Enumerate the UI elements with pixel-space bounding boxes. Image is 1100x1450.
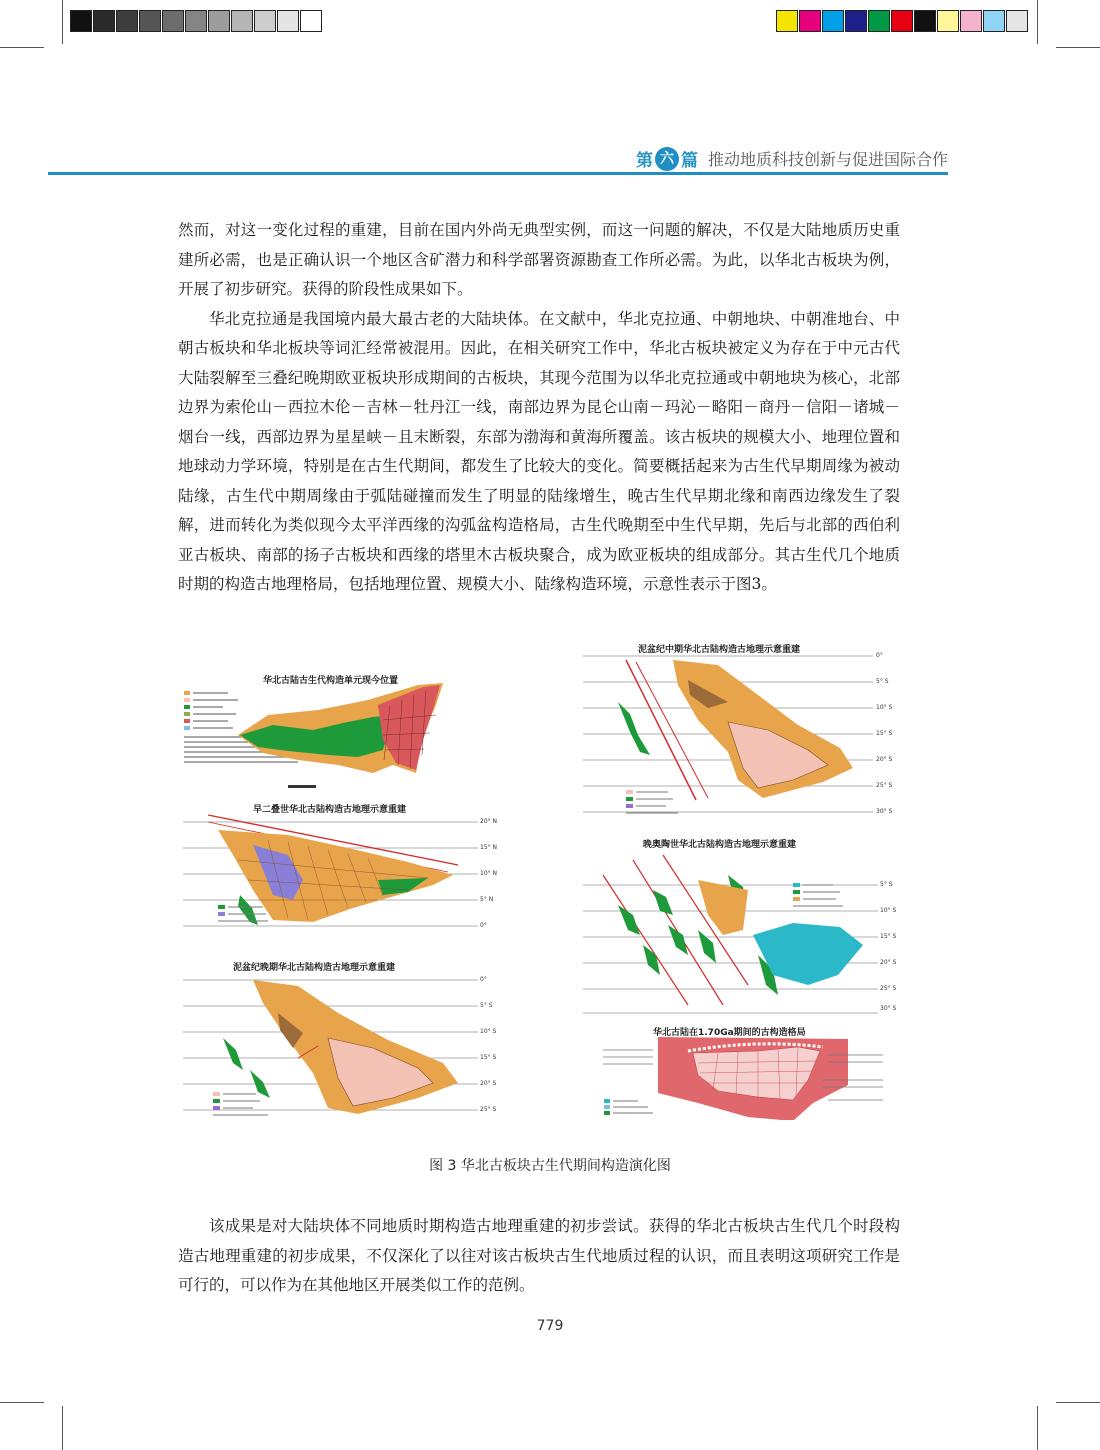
latitude-label: 20° N bbox=[480, 818, 498, 825]
latitude-label: 25° S bbox=[876, 782, 893, 789]
map-panel-mid-devonian bbox=[578, 640, 908, 825]
calibration-swatch bbox=[776, 10, 798, 32]
calibration-swatch bbox=[185, 10, 207, 32]
crop-mark bbox=[0, 1402, 44, 1403]
panel-title: 泥盆纪中期华北古陆构造古地理示意重建 bbox=[638, 645, 801, 655]
part-label bbox=[636, 146, 698, 171]
late-devonian-map bbox=[178, 958, 508, 1126]
latitude-label: 0° bbox=[480, 922, 487, 929]
latitude-label: 0° bbox=[480, 976, 487, 983]
paragraph: 华北克拉通是我国境内最大最古老的大陆块体。在文献中，华北克拉通、中朝地块、中朝准地台、中朝古板块和华北板块等词汇经常被混用。因此，在相关研究工作中，华北古板块被定义为存在于中元古代大陆裂解至三叠纪晚期欧亚板块形成期间的古板块，其现今范围为以华北克拉通或中朝地块为核心，北部边界为索伦山－西拉木伦－吉林－牡丹江一线，南部边界为昆仑山南－玛沁－略阳－商丹－信阳－诸城－烟台一线，西部边界为星星峡－且末断裂，东部为渤海和黄海所覆盖。该古板块的规模大小、地理位置和地球动力学环境，特别是在古生代期间，都发生了比较大的变化。简要概括起来为古生代早期周缘为被动陆缘，古生代中期周缘由于弧陆碰撞而发生了明显的陆缘增生，晚古生代早期北缘和南西边缘发生了裂解，进而转化为类似现今太平洋西缘的沟弧盆构造格局，古生代晚期至中生代早期，先后与北部的西伯利亚古板块、南部的扬子古板块和西缘的塔里木古板块聚合，成为欧亚板块的组成部分。其古生代几个地质时期的构造古地理格局，包括地理位置、规模大小、陆缘构造环境，示意性表示于图3。 bbox=[178, 309, 900, 593]
panel-title: 华北古陆在1.70Ga期间的古构造格局 bbox=[653, 1028, 806, 1038]
latitude-label: 30° S bbox=[876, 808, 893, 815]
panel-title: 泥盆纪晚期华北古陆构造古地理示意重建 bbox=[233, 963, 396, 973]
calibration-swatch bbox=[208, 10, 230, 32]
latitude-label: 15° S bbox=[880, 933, 897, 940]
calibration-swatch bbox=[300, 10, 322, 32]
present-position-map bbox=[178, 665, 448, 795]
running-header bbox=[48, 140, 948, 175]
map-panel-late-ordovician bbox=[578, 835, 908, 1015]
figure-3 bbox=[178, 640, 918, 1120]
latitude-label: 5° S bbox=[480, 1002, 493, 1009]
late-ordovician-map bbox=[578, 835, 908, 1015]
calibration-swatch bbox=[231, 10, 253, 32]
calibration-swatch bbox=[799, 10, 821, 32]
header-text bbox=[636, 146, 948, 171]
calibration-swatch bbox=[983, 10, 1005, 32]
latitude-label: 0° bbox=[876, 652, 883, 659]
calibration-swatch bbox=[254, 10, 276, 32]
calibration-swatch bbox=[845, 10, 867, 32]
map-panel-late-devonian bbox=[178, 958, 508, 1126]
part-number-badge: 六 bbox=[655, 147, 679, 171]
crop-mark bbox=[0, 47, 44, 48]
latitude-label: 20° S bbox=[880, 959, 897, 966]
calibration-swatch bbox=[277, 10, 299, 32]
latitude-label: 30° S bbox=[880, 1005, 897, 1012]
calibration-swatch bbox=[116, 10, 138, 32]
panel-title: 华北古陆古生代构造单元现今位置 bbox=[263, 676, 399, 686]
latitude-label: 10° S bbox=[880, 907, 897, 914]
calibration-swatch bbox=[162, 10, 184, 32]
latitude-label: 5° S bbox=[876, 678, 889, 685]
latitude-label: 5° S bbox=[880, 881, 893, 888]
crop-mark bbox=[1037, 1406, 1038, 1450]
paragraph: 然而，对这一变化过程的重建，目前在国内外尚无典型实例，而这一问题的解决，不仅是大陆地质历史重建所必需，也是正确认识一个地区含矿潜力和科学部署资源勘查工作所必需。为此，以华北古板块为例，开展了初步研究。获得的阶段性成果如下。 bbox=[178, 221, 900, 298]
latitude-label: 20° S bbox=[876, 756, 893, 763]
crop-mark bbox=[1037, 0, 1038, 44]
crop-mark bbox=[1056, 47, 1100, 48]
calibration-swatch bbox=[139, 10, 161, 32]
part-prefix: 第 bbox=[635, 151, 653, 171]
crop-mark bbox=[1056, 1402, 1100, 1403]
calibration-swatch bbox=[868, 10, 890, 32]
header-title: 推动地质科技创新与促进国际合作 bbox=[707, 150, 948, 169]
color-calibration-bar bbox=[776, 10, 1029, 32]
latitude-label: 10° S bbox=[876, 704, 893, 711]
early-permian-map bbox=[178, 800, 508, 940]
page-number: 779 bbox=[536, 1318, 564, 1334]
latitude-label: 15° S bbox=[876, 730, 893, 737]
panel-title: 晚奥陶世华北古陆构造古地理示意重建 bbox=[643, 840, 797, 850]
latitude-label: 20° S bbox=[480, 1080, 497, 1087]
calibration-swatch bbox=[93, 10, 115, 32]
calibration-swatch bbox=[914, 10, 936, 32]
calibration-swatch bbox=[937, 10, 959, 32]
calibration-swatch bbox=[960, 10, 982, 32]
latitude-label: 25° S bbox=[480, 1106, 497, 1113]
map-panel-1-70ga bbox=[598, 1025, 898, 1120]
part-suffix: 篇 bbox=[680, 151, 698, 171]
1-70ga-map bbox=[598, 1025, 898, 1120]
map-panel-early-permian bbox=[178, 800, 508, 940]
grayscale-calibration-bar bbox=[70, 10, 323, 32]
panel-title: 早二叠世华北古陆构造古地理示意重建 bbox=[253, 805, 407, 815]
paragraph: 该成果是对大陆块体不同地质时期构造古地理重建的初步尝试。获得的华北古板块古生代几个时段构造古地理重建的初步成果，不仅深化了以往对该古板块古生代地质过程的认识，而且表明这项研究工作是可行的，可以作为在其他地区开展类似工作的范例。 bbox=[178, 1217, 900, 1294]
crop-mark bbox=[62, 1406, 63, 1450]
crop-mark bbox=[62, 0, 63, 44]
body-text-bottom bbox=[178, 1212, 900, 1301]
calibration-swatch bbox=[891, 10, 913, 32]
latitude-label: 10° N bbox=[480, 870, 498, 877]
calibration-swatch bbox=[822, 10, 844, 32]
latitude-label: 25° S bbox=[880, 985, 897, 992]
map-panel-present-position bbox=[178, 665, 448, 795]
latitude-label: 10° S bbox=[480, 1028, 497, 1035]
mid-devonian-map bbox=[578, 640, 908, 825]
body-text-top bbox=[178, 216, 900, 600]
latitude-label: 15° S bbox=[480, 1054, 497, 1061]
calibration-swatch bbox=[70, 10, 92, 32]
calibration-swatch bbox=[1006, 10, 1028, 32]
latitude-label: 15° N bbox=[480, 844, 498, 851]
latitude-label: 5° N bbox=[480, 896, 494, 903]
figure-caption: 图 3 华北古板块古生代期间构造演化图 bbox=[429, 1158, 671, 1174]
